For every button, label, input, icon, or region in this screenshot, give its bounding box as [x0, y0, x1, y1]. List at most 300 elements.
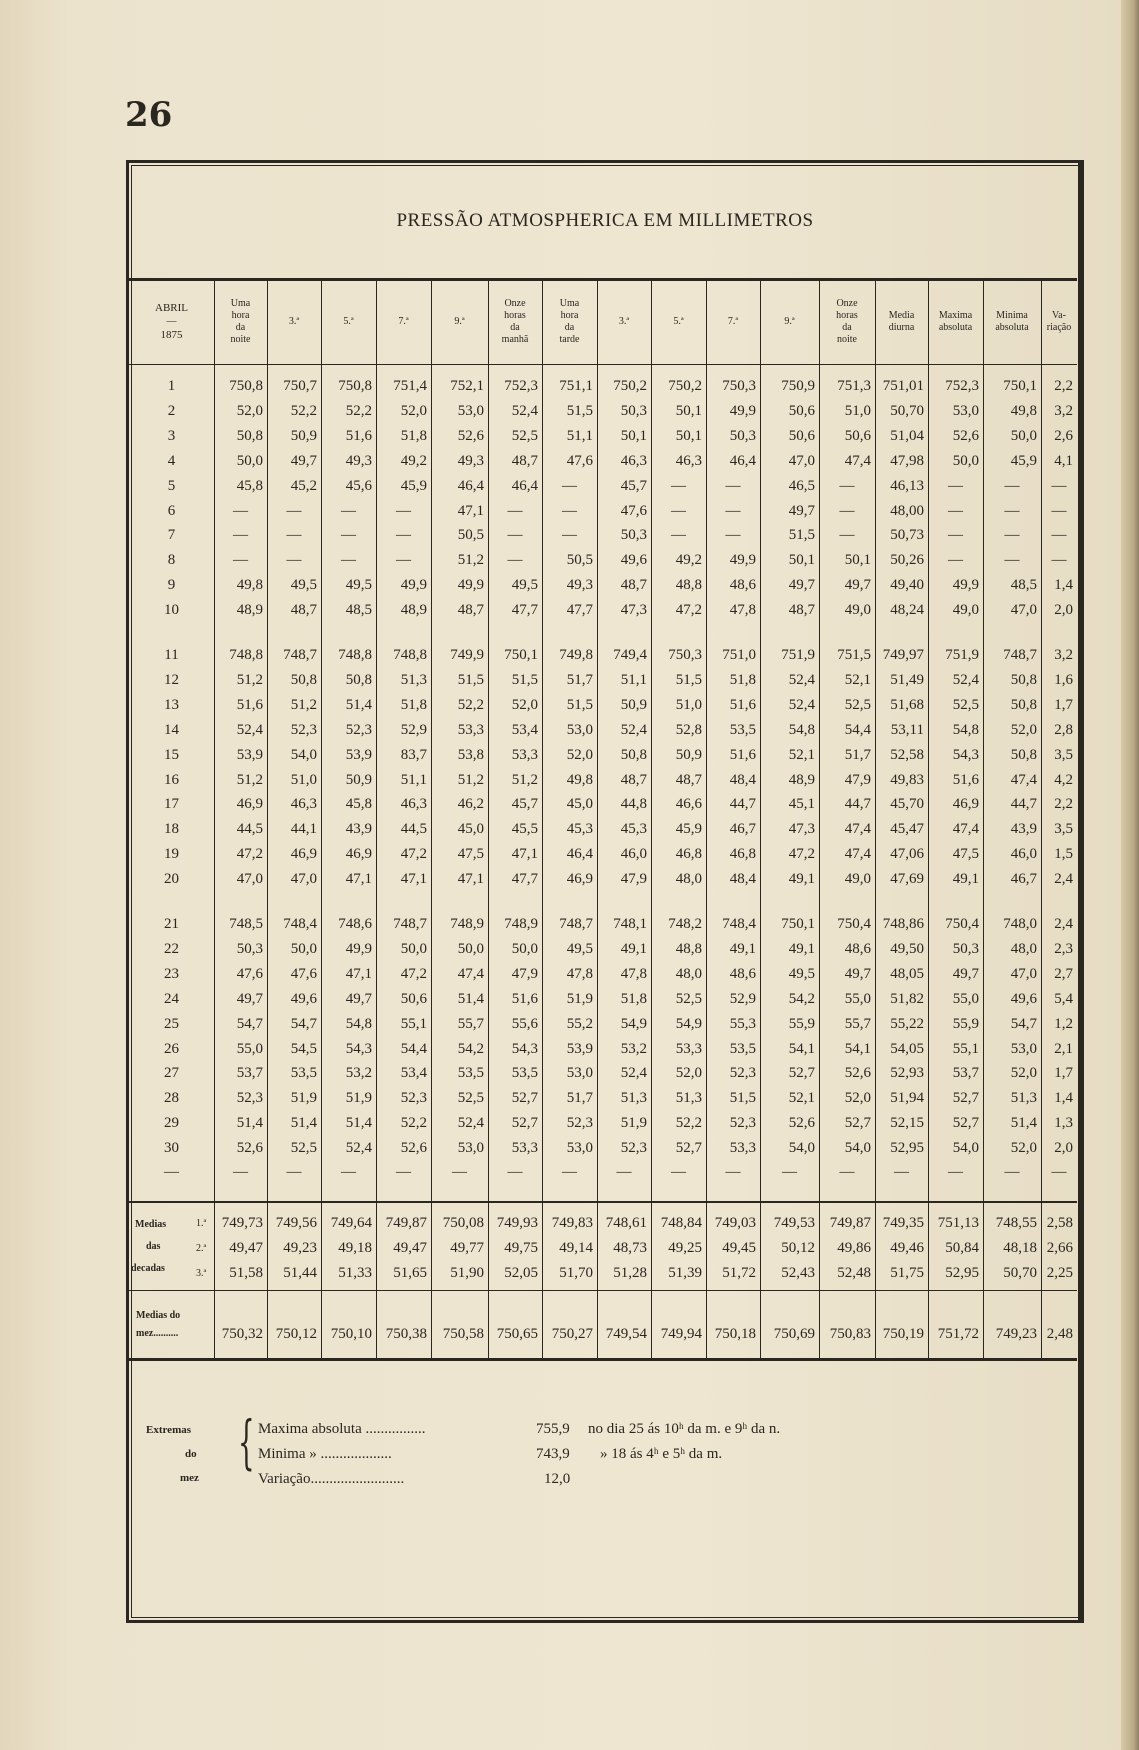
table-cell: 53,0	[457, 402, 484, 419]
decade-mean-cell: 750,08	[442, 1215, 484, 1231]
table-cell: 51,7	[566, 1090, 593, 1107]
table-cell: 751,01	[882, 378, 924, 394]
table-cell: 47,1	[345, 871, 372, 888]
table-cell: 51,9	[290, 1090, 317, 1107]
table-cell: 49,7	[788, 502, 815, 519]
page-number: 26	[125, 95, 173, 135]
dash-row-cell: —	[341, 1164, 356, 1181]
dash-row-cell: —	[562, 1164, 577, 1181]
decade-mean-cell: 49,47	[229, 1240, 263, 1256]
header-month: ABRIL	[155, 302, 188, 314]
table-cell: 51,8	[729, 671, 756, 688]
table-cell: 45,8	[236, 477, 263, 494]
month-mean-cell: 750,18	[714, 1326, 756, 1342]
extremes-max-value: 755,9	[536, 1421, 570, 1437]
row-day: 30	[164, 1140, 179, 1157]
column-header: 9.ª	[454, 316, 465, 327]
column-header: 7.ª	[398, 316, 409, 327]
table-cell: 53,5	[729, 1040, 756, 1057]
table-cell: 49,9	[952, 577, 979, 594]
table-cell: 55,0	[844, 990, 871, 1007]
table-cell: —	[948, 552, 963, 569]
table-cell: 52,1	[788, 1090, 815, 1107]
table-cell: 53,3	[729, 1140, 756, 1157]
column-header: 9.ª	[784, 316, 795, 327]
table-cell: —	[507, 527, 523, 544]
table-cell: 54,3	[511, 1040, 538, 1057]
table-cell: 47,4	[457, 965, 484, 982]
table-cell: 54,4	[844, 721, 871, 738]
table-cell: 52,7	[952, 1090, 979, 1107]
table-cell: 49,3	[457, 452, 484, 469]
table-cell: 54,8	[788, 721, 815, 738]
table-cell: 45,3	[566, 821, 593, 838]
table-cell: 52,0	[1010, 1065, 1037, 1082]
table-cell: —	[948, 527, 963, 544]
table-cell: 45,70	[890, 796, 924, 813]
table-cell: 2,2	[1054, 378, 1073, 394]
table-cell: 52,93	[890, 1065, 924, 1082]
table-cell: 45,1	[788, 796, 815, 813]
decade-mean-cell: 49,86	[837, 1240, 871, 1256]
decade-mean-cell: 749,87	[829, 1215, 871, 1231]
table-cell: 51,82	[890, 990, 924, 1007]
table-cell: 2,6	[1054, 427, 1073, 444]
table-cell: 1,7	[1054, 1065, 1073, 1082]
month-mean-cell: 750,12	[275, 1326, 317, 1342]
table-cell: 51,6	[729, 746, 756, 763]
table-cell: 47,0	[236, 871, 263, 888]
table-cell: 46,4	[457, 477, 484, 494]
table-cell: 53,7	[236, 1065, 263, 1082]
table-cell: —	[396, 552, 411, 569]
table-cell: 55,0	[236, 1040, 263, 1057]
row-day: 15	[164, 746, 179, 763]
table-cell: 48,0	[675, 871, 702, 888]
table-cell: 49,50	[890, 940, 924, 957]
table-cell: 1,2	[1054, 1015, 1073, 1032]
table-cell: 53,0	[457, 1140, 484, 1157]
dash-row-cell: —	[286, 1164, 302, 1181]
page-binding-edge	[1121, 0, 1139, 1750]
table-cell: 53,9	[345, 746, 372, 763]
table-cell: 3,5	[1054, 821, 1073, 838]
decade-mean-cell: 49,45	[722, 1240, 756, 1256]
table-cell: 1,4	[1054, 1090, 1073, 1107]
table-cell: 55,6	[511, 1015, 538, 1032]
table-cell: 750,9	[781, 378, 815, 394]
dash-row-cell: —	[233, 1164, 248, 1181]
table-cell: 52,95	[890, 1140, 924, 1157]
table-cell: —	[725, 477, 741, 494]
table-cell: 2,3	[1054, 940, 1073, 957]
decade-ordinal: 3.ª	[196, 1268, 207, 1279]
table-cell: 45,7	[620, 477, 647, 494]
table-cell: 47,1	[400, 871, 427, 888]
table-cell: —	[396, 527, 411, 544]
table-cell: 52,7	[952, 1115, 979, 1132]
table-cell: 54,5	[290, 1040, 317, 1057]
table-cell: 51,5	[511, 671, 538, 688]
table-cell: 50,0	[1010, 427, 1037, 444]
table-cell: 45,0	[457, 821, 484, 838]
table-cell: 51,6	[345, 427, 372, 444]
table-cell: 48,7	[290, 602, 317, 619]
table-cell: 50,5	[566, 552, 593, 569]
table-cell: 51,2	[457, 552, 484, 569]
table-cell: 48,9	[788, 771, 815, 788]
table-cell: 52,1	[788, 746, 815, 763]
table-cell: 46,3	[290, 796, 317, 813]
decade-ordinal: 2.ª	[196, 1243, 207, 1254]
table-cell: 749,8	[559, 647, 593, 663]
table-cell: 48,4	[729, 771, 756, 788]
table-cell: 51,2	[236, 771, 263, 788]
table-cell: 47,4	[1010, 771, 1037, 788]
table-cell: 49,1	[952, 871, 979, 888]
table-cell: 49,9	[345, 940, 372, 957]
month-mean-cell: 749,54	[605, 1326, 647, 1342]
table-cell: 52,15	[890, 1115, 924, 1132]
table-cell: 751,3	[837, 378, 871, 394]
table-cell: 44,5	[236, 821, 263, 838]
column-header: 3.ª	[618, 316, 630, 327]
decade-mean-cell: 2,58	[1046, 1215, 1073, 1231]
table-cell: 3,2	[1054, 402, 1073, 419]
table-cell: 52,8	[675, 721, 702, 738]
table-cell: 53,3	[511, 746, 538, 763]
table-cell: 47,0	[290, 871, 317, 888]
table-cell: 54,0	[952, 1140, 979, 1157]
decade-mean-cell: 2,66	[1046, 1240, 1073, 1256]
table-cell: 48,05	[890, 965, 924, 982]
table-cell: —	[562, 477, 577, 494]
table-cell: 49,9	[400, 577, 427, 594]
row-day: 25	[164, 1015, 179, 1032]
decade-mean-cell: 749,64	[330, 1215, 372, 1231]
row-day: 16	[164, 771, 179, 788]
decade-mean-cell: 748,84	[660, 1215, 702, 1231]
extremes-variation-value: 12,0	[544, 1471, 571, 1487]
table-cell: 51,2	[236, 671, 263, 688]
table-cell: 51,0	[675, 696, 702, 713]
table-cell: 48,7	[788, 602, 815, 619]
table-cell: 3,5	[1054, 746, 1073, 763]
table-cell: —	[233, 527, 248, 544]
table-cell: 55,7	[457, 1015, 484, 1032]
table-cell: 46,13	[890, 477, 924, 494]
table-cell: 50,0	[457, 940, 484, 957]
table-cell: 49,40	[890, 577, 924, 594]
table-cell: 47,9	[844, 771, 871, 788]
table-cell: 52,6	[236, 1140, 263, 1157]
dash-row-cell: —	[507, 1164, 523, 1181]
table-cell: 55,7	[844, 1015, 871, 1032]
table-cell: 47,06	[890, 846, 924, 863]
row-day: 2	[167, 402, 176, 419]
table-cell: 53,0	[566, 1140, 593, 1157]
table-cell: 52,4	[236, 721, 263, 738]
table-cell: 54,9	[675, 1015, 702, 1032]
table-cell: 55,2	[566, 1015, 593, 1032]
table-cell: 43,9	[1010, 821, 1037, 838]
extremes-brace: {	[238, 1408, 255, 1476]
table-cell: 45,9	[675, 821, 702, 838]
table-cell: —	[1051, 552, 1067, 569]
table-cell: 750,1	[504, 647, 538, 663]
decade-mean-cell: 49,14	[559, 1240, 593, 1256]
row-day: 17	[164, 796, 179, 813]
table-cell: 51,9	[345, 1090, 372, 1107]
column-header: Va- riação	[1046, 310, 1072, 333]
table-cell: 55,0	[952, 990, 979, 1007]
table-cell: 51,6	[952, 771, 979, 788]
table-cell: 48,7	[675, 771, 702, 788]
table-cell: 54,7	[1010, 1015, 1037, 1032]
table-cell: 52,0	[400, 402, 427, 419]
table-cell: 51,5	[729, 1090, 756, 1107]
table-cell: 48,5	[1010, 577, 1037, 594]
table-cell: 52,4	[511, 402, 538, 419]
table-cell: 50,8	[236, 427, 263, 444]
table-cell: 54,0	[788, 1140, 815, 1157]
table-cell: 49,6	[620, 552, 647, 569]
extremes-variation-name: Variação.........................	[258, 1471, 405, 1487]
table-cell: 52,5	[952, 696, 979, 713]
row-day: 23	[164, 965, 179, 982]
decade-ordinal: 1.ª	[196, 1218, 207, 1229]
table-cell: 49,2	[400, 452, 427, 469]
table-cell: 50,1	[675, 427, 702, 444]
table-cell: 55,3	[729, 1015, 756, 1032]
table-cell: 52,7	[675, 1140, 702, 1157]
table-cell: 52,0	[511, 696, 538, 713]
decade-mean-cell: 749,35	[882, 1215, 924, 1231]
table-cell: 51,4	[345, 1115, 372, 1132]
table-cell: 50,0	[400, 940, 427, 957]
table-cell: 52,4	[788, 696, 815, 713]
table-cell: 50,5	[457, 527, 484, 544]
table-cell: 54,1	[788, 1040, 815, 1057]
table-frame-shadow	[1078, 162, 1084, 1623]
table-cell: 51,6	[729, 696, 756, 713]
table-cell: 751,5	[837, 647, 871, 663]
table-cell: 2,0	[1054, 1140, 1073, 1157]
table-cell: 49,7	[952, 965, 979, 982]
table-cell: 52,5	[675, 990, 702, 1007]
table-cell: 44,7	[729, 796, 756, 813]
table-cell: 46,7	[729, 821, 756, 838]
table-cell: 53,0	[1010, 1040, 1037, 1057]
column-header: Maxima absoluta	[938, 310, 973, 333]
table-cell: 51,4	[1010, 1115, 1037, 1132]
table-cell: 49,1	[788, 940, 815, 957]
table-cell: 748,0	[1003, 916, 1037, 932]
table-cell: 46,9	[566, 871, 593, 888]
table-cell: 748,7	[393, 916, 427, 932]
table-cell: 52,0	[1010, 1140, 1037, 1157]
table-cell: 53,5	[729, 721, 756, 738]
table-cell: 51,1	[400, 771, 427, 788]
table-cell: 51,7	[844, 746, 871, 763]
table-cell: —	[341, 552, 356, 569]
table-cell: 50,9	[675, 746, 702, 763]
table-cell: 748,8	[338, 647, 372, 663]
decade-means-label-line1: Medias	[135, 1219, 167, 1230]
table-cell: 52,4	[788, 671, 815, 688]
table-cell: 748,4	[283, 916, 317, 932]
extremes-max-note: no dia 25 ás 10ʰ da m. e 9ʰ da n.	[588, 1421, 781, 1437]
table-cell: 48,9	[236, 602, 263, 619]
table-cell: 51,4	[236, 1115, 263, 1132]
table-cell: 47,0	[788, 452, 815, 469]
table-cell: 83,7	[400, 746, 427, 763]
table-cell: 49,5	[566, 940, 593, 957]
table-cell: —	[839, 477, 855, 494]
table-cell: 49,8	[236, 577, 263, 594]
table-cell: 50,3	[620, 527, 647, 544]
dash-row-cell: —	[894, 1164, 909, 1181]
month-mean-cell: 750,10	[330, 1326, 372, 1342]
table-cell: 49,9	[457, 577, 484, 594]
table-cell: 51,2	[511, 771, 538, 788]
table-cell: 49,9	[729, 402, 756, 419]
column-header: Minima absoluta	[995, 310, 1029, 333]
decade-mean-cell: 49,47	[393, 1240, 427, 1256]
table-cell: 748,9	[504, 916, 538, 932]
table-cell: 53,2	[620, 1040, 647, 1057]
row-day: 6	[167, 502, 176, 519]
month-mean-cell: 750,58	[442, 1326, 484, 1342]
decade-mean-cell: 51,90	[450, 1265, 484, 1281]
dash-row-cell: —	[671, 1164, 686, 1181]
table-cell: 748,1	[613, 916, 647, 932]
table-cell: 44,8	[620, 796, 647, 813]
decade-mean-cell: 749,56	[275, 1215, 317, 1231]
extremes-label-line3: mez	[180, 1472, 199, 1484]
row-day: 11	[164, 647, 179, 663]
table-cell: 750,3	[668, 647, 702, 663]
table-cell: 52,2	[675, 1115, 702, 1132]
table-cell: 47,3	[620, 602, 647, 619]
table-cell: 48,6	[844, 940, 871, 957]
decade-mean-cell: 751,13	[937, 1215, 979, 1231]
row-day: 7	[167, 527, 176, 544]
table-cell: 46,2	[457, 796, 484, 813]
header-dash: —	[166, 316, 177, 327]
table-cell: 54,0	[844, 1140, 871, 1157]
dash-row-cell: —	[616, 1164, 632, 1181]
table-cell: 49,1	[788, 871, 815, 888]
table-cell: 47,1	[345, 965, 372, 982]
table-cell: 2,7	[1054, 965, 1073, 982]
table-cell: 55,1	[400, 1015, 427, 1032]
table-cell: 50,8	[1010, 746, 1037, 763]
row-day: 21	[164, 916, 179, 932]
rule-means-top	[129, 1201, 1077, 1203]
decade-mean-cell: 51,65	[393, 1265, 427, 1281]
table-cell: 46,0	[620, 846, 647, 863]
table-cell: 49,5	[345, 577, 372, 594]
table-cell: 53,8	[457, 746, 484, 763]
decade-means-label-line2: das	[146, 1241, 161, 1252]
table-cell: 49,3	[345, 452, 372, 469]
table-cell: 47,1	[511, 846, 538, 863]
table-cell: 53,5	[457, 1065, 484, 1082]
table-cell: 49,3	[566, 577, 593, 594]
decade-mean-cell: 51,70	[559, 1265, 593, 1281]
table-cell: 46,9	[345, 846, 372, 863]
table-cell: 53,9	[566, 1040, 593, 1057]
table-cell: 53,5	[290, 1065, 317, 1082]
table-cell: 46,7	[1010, 871, 1037, 888]
table-cell: 53,11	[890, 721, 924, 738]
table-cell: —	[671, 527, 686, 544]
table-cell: 47,9	[511, 965, 538, 982]
table-cell: 51,3	[1010, 1090, 1037, 1107]
table-cell: 47,3	[788, 821, 815, 838]
table-cell: 51,49	[890, 671, 924, 688]
table-cell: 48,8	[675, 940, 702, 957]
table-cell: 53,7	[952, 1065, 979, 1082]
row-day: 26	[164, 1040, 179, 1057]
table-cell: 52,3	[236, 1090, 263, 1107]
table-cell: 50,70	[890, 402, 924, 419]
decade-mean-cell: 52,48	[837, 1265, 871, 1281]
rule-month-top	[129, 1290, 1077, 1291]
table-cell: 47,69	[890, 871, 924, 888]
decade-mean-cell: 52,95	[945, 1265, 979, 1281]
table-cell: 54,4	[400, 1040, 427, 1057]
table-cell: 48,4	[729, 871, 756, 888]
month-mean-cell: 749,94	[660, 1326, 702, 1342]
table-cell: 44,1	[290, 821, 317, 838]
month-mean-cell: 751,72	[937, 1326, 979, 1342]
table-cell: 51,5	[788, 527, 815, 544]
dash-row-day: —	[164, 1164, 179, 1181]
row-day: 20	[164, 871, 179, 888]
table-cell: —	[1051, 527, 1067, 544]
decade-mean-cell: 50,70	[1003, 1265, 1037, 1281]
table-cell: 47,5	[952, 846, 979, 863]
table-cell: 48,6	[729, 577, 756, 594]
table-cell: 47,6	[620, 502, 647, 519]
table-cell: 54,1	[844, 1040, 871, 1057]
table-cell: 47,2	[236, 846, 263, 863]
table-cell: —	[286, 502, 302, 519]
table-cell: 2,1	[1054, 1040, 1073, 1057]
table-cell: 50,1	[844, 552, 871, 569]
table-cell: 47,6	[566, 452, 593, 469]
row-day: 10	[164, 602, 179, 619]
table-cell: 50,6	[788, 402, 815, 419]
month-mean-cell: 2,48	[1046, 1326, 1073, 1342]
table-cell: —	[1004, 527, 1020, 544]
table-cell: 749,9	[450, 647, 484, 663]
table-cell: 45,2	[290, 477, 317, 494]
row-day: 28	[164, 1090, 179, 1107]
table-cell: —	[671, 502, 686, 519]
table-cell: 50,8	[1010, 696, 1037, 713]
row-day: 13	[164, 696, 179, 713]
table-cell: 750,8	[338, 378, 372, 394]
table-cell: 53,3	[511, 1140, 538, 1157]
table-cell: 47,2	[675, 602, 702, 619]
table-cell: 51,68	[890, 696, 924, 713]
table-cell: 49,7	[844, 965, 871, 982]
table-cell: 47,7	[511, 871, 538, 888]
table-cell: 54,9	[620, 1015, 647, 1032]
